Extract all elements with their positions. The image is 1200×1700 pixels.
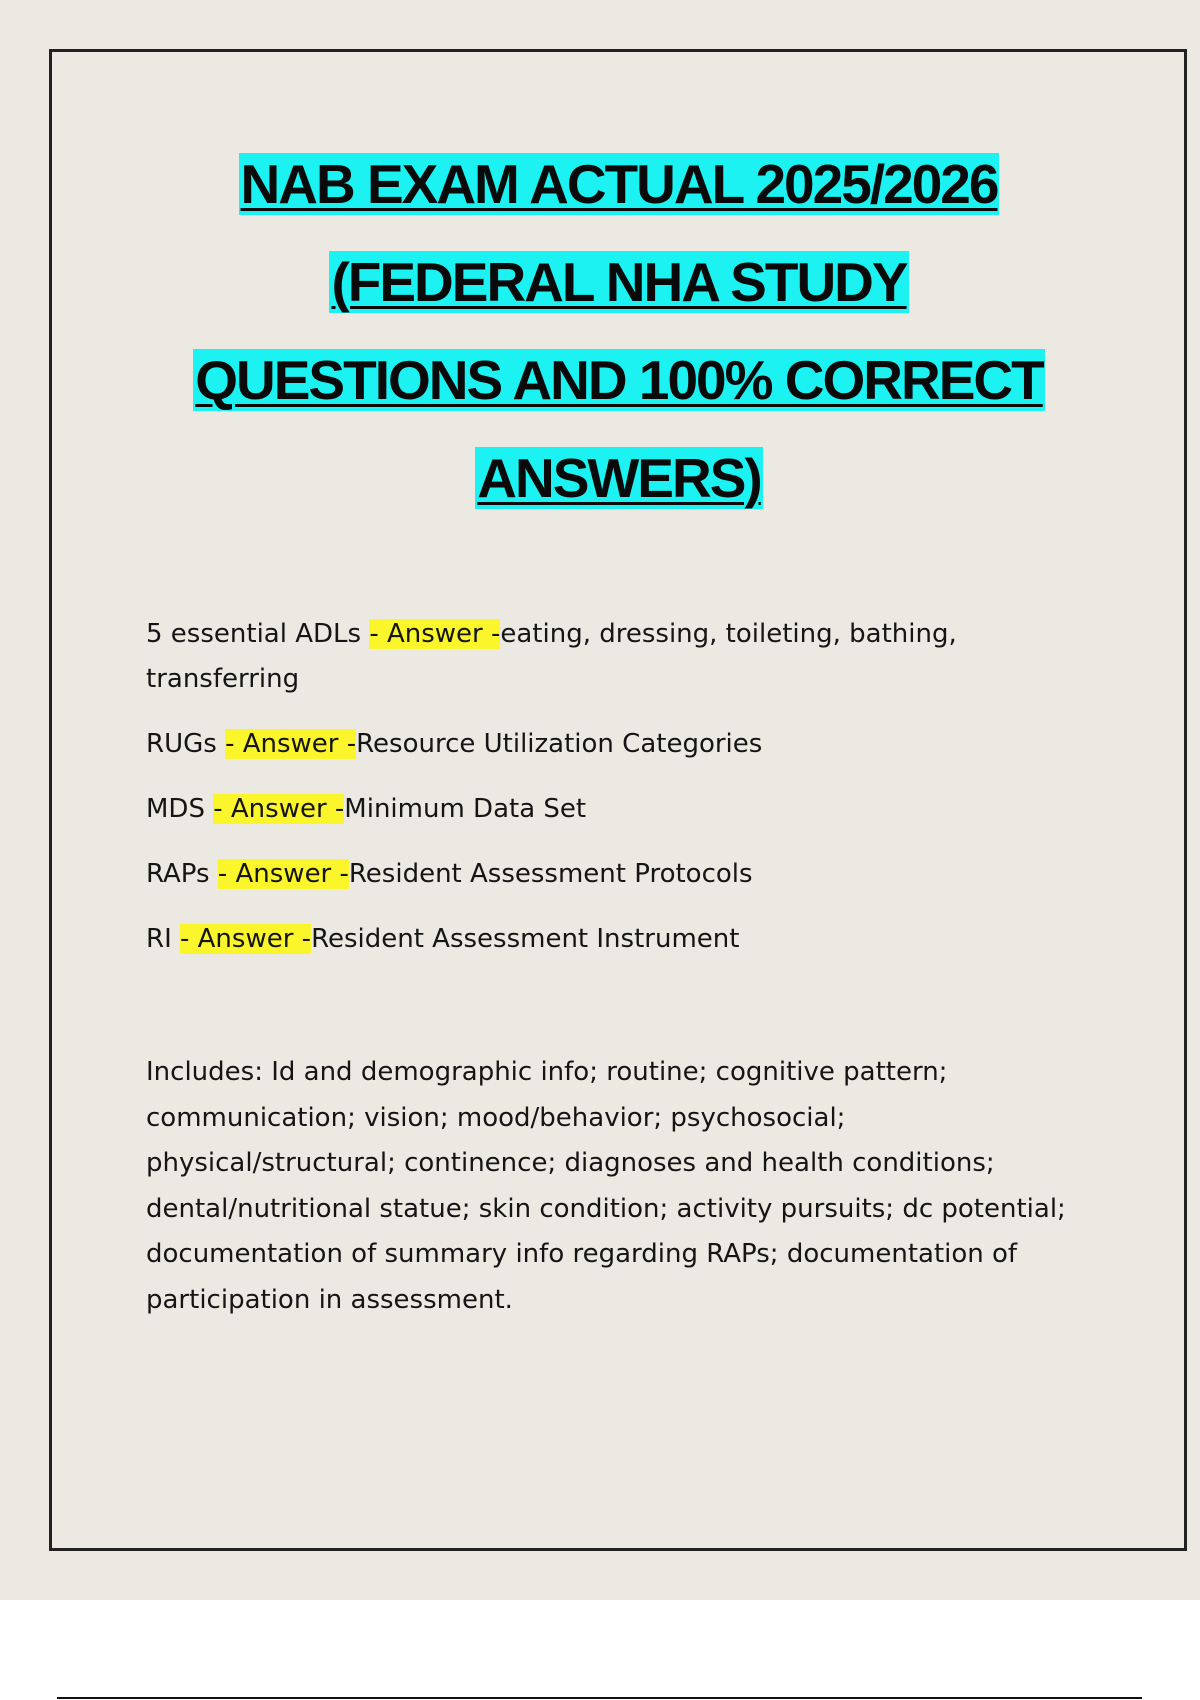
qa-term: MDS bbox=[146, 794, 214, 824]
qa-list bbox=[146, 612, 1096, 982]
document-title bbox=[120, 135, 1118, 527]
answer-marker: - Answer - bbox=[213, 794, 345, 824]
qa-answer: Resident Assessment Instrument bbox=[311, 924, 740, 954]
title-line-4: ANSWERS) bbox=[477, 447, 761, 509]
title-line-1: NAB EXAM ACTUAL 2025/2026 bbox=[240, 153, 998, 215]
answer-marker: - Answer - bbox=[225, 729, 357, 759]
qa-item-rugs bbox=[146, 722, 1096, 767]
qa-item-raps bbox=[146, 852, 1096, 897]
qa-term: 5 essential ADLs bbox=[146, 619, 370, 649]
qa-answer: Minimum Data Set bbox=[344, 794, 587, 824]
qa-answer: eating, dressing, toileting, bathing, transferring bbox=[146, 619, 957, 694]
qa-item-ri bbox=[146, 917, 1096, 962]
title-line-2: (FEDERAL NHA STUDY bbox=[331, 251, 907, 313]
includes-paragraph: Includes: Id and demographic info; routine; cognitive pattern; communication; vision; mood/behavior; psychosocial; physical/structural; continence; diagnoses and health conditions; dental/nutritional statue; skin condition; activity pursuits; dc potential; documentation of summary info regarding RAPs; documentation of participation in assessment. bbox=[146, 1057, 1066, 1315]
qa-answer: Resource Utilization Categories bbox=[356, 729, 763, 759]
answer-marker: - Answer - bbox=[369, 619, 501, 649]
qa-answer: Resident Assessment Protocols bbox=[348, 859, 753, 889]
qa-item-adls bbox=[146, 612, 1096, 702]
qa-term: RI bbox=[146, 924, 180, 954]
title-line-3: QUESTIONS AND 100% CORRECT bbox=[195, 349, 1043, 411]
qa-item-mds bbox=[146, 787, 1096, 832]
answer-marker: - Answer - bbox=[180, 924, 312, 954]
qa-term: RUGs bbox=[146, 729, 226, 759]
answer-marker: - Answer - bbox=[217, 859, 349, 889]
footer-divider-line bbox=[57, 1697, 1142, 1699]
qa-term: RAPs bbox=[146, 859, 218, 889]
